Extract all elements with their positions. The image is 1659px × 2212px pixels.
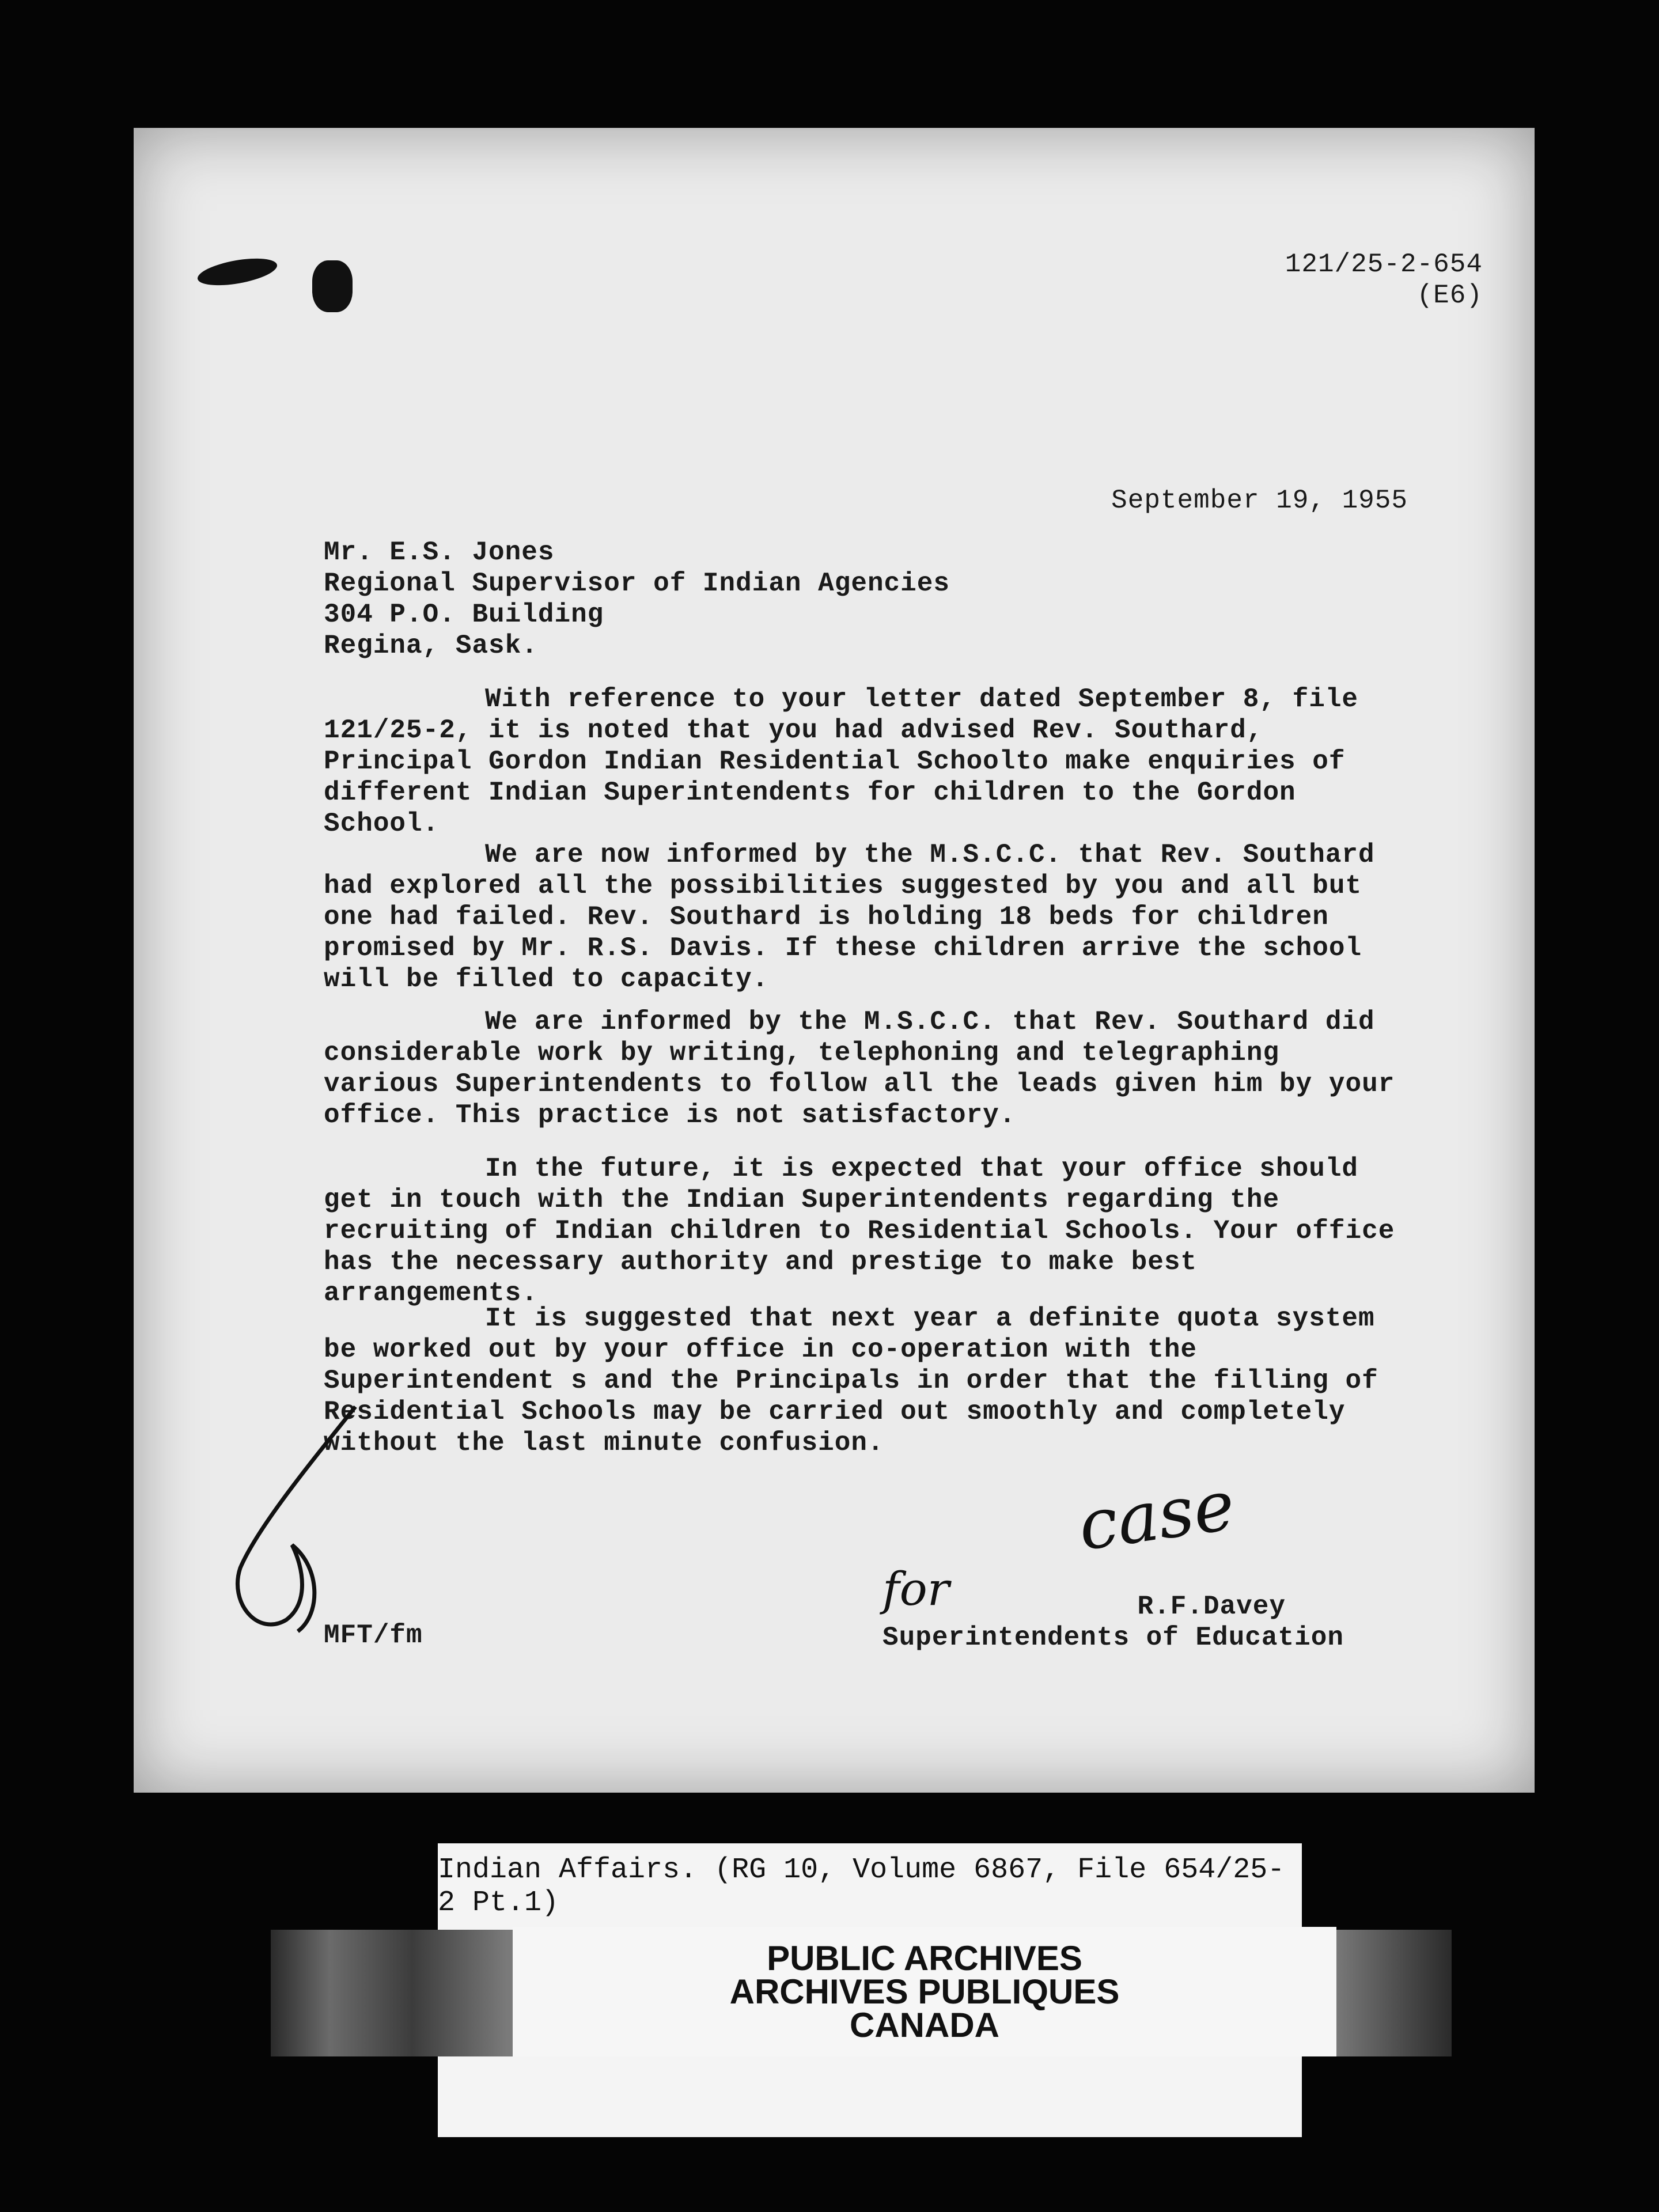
recipient-name: Mr. E.S. Jones: [324, 537, 555, 567]
recipient-title: Regional Supervisor of Indian Agencies: [324, 569, 950, 599]
stamp-line-1: PUBLIC ARCHIVES: [767, 1938, 1082, 1978]
handwritten-case: case: [1073, 1465, 1240, 1567]
signature-block: [882, 1591, 1344, 1653]
letter-body: [134, 128, 1535, 1793]
stamp-bottom-panel: [438, 2056, 1302, 2137]
recipient-address: [324, 537, 950, 661]
letter-page: [134, 128, 1535, 1793]
file-reference: 121/25-2-654 (E6): [1285, 249, 1483, 310]
letter-date: September 19, 1955: [1111, 486, 1408, 516]
archive-caption: Indian Affairs. (RG 10, Volume 6867, File 654/25-2 Pt.1): [438, 1843, 1302, 1930]
paragraph-1: With reference to your letter dated September 8, file 121/25-2, it is noted that you had advised Rev. Southard, Principal Gordon Indian Residential Schoolto make enquiries of different Indian Superintendents for children to the Gordon School.: [324, 684, 1359, 839]
ink-blot: [312, 260, 353, 312]
archives-stamp: [513, 1927, 1336, 2056]
paragraph-4: In the future, it is expected that your office should get in touch with the Indian Superintendents regarding the recruiting of Indian children to Residential Schools. Your office has the necessary authority and prestige to make best arrangements.: [324, 1154, 1395, 1308]
ink-blot: [196, 253, 279, 290]
signer-title: Superintendents of Education: [882, 1623, 1344, 1653]
typist-initials: MFT/fm: [324, 1620, 423, 1650]
handwritten-mark: [223, 1395, 361, 1637]
paragraph-5: It is suggested that next year a definite quota system be worked out by your office in co-operation with the Superintendent s and the Principals in order that the filling of Residential Schools may be carried out smoothly and completely without the last minute confusion.: [324, 1304, 1378, 1458]
recipient-address-line: 304 P.O. Building: [324, 600, 604, 630]
handwritten-for: for: [882, 1562, 950, 1616]
recipient-city: Regina, Sask.: [324, 631, 538, 661]
stamp-line-3: CANADA: [850, 2005, 999, 2044]
paragraph-2: We are now informed by the M.S.C.C. that Rev. Southard had explored all the possibilities suggested by you and all but one had failed. Rev. Southard is holding 18 beds for children promised by Mr. R.S. Davis. If these children arrive the school will be filled to capacity.: [324, 840, 1375, 994]
stamp-line-2: ARCHIVES PUBLIQUES: [729, 1972, 1120, 2011]
paragraph-3: We are informed by the M.S.C.C. that Rev. Southard did considerable work by writing, telephoning and telegraphing various Superintendents to follow all the leads given him by your office. This practice is not satisfactory.: [324, 1007, 1395, 1130]
signer-name: R.F.Davey: [1137, 1592, 1286, 1622]
